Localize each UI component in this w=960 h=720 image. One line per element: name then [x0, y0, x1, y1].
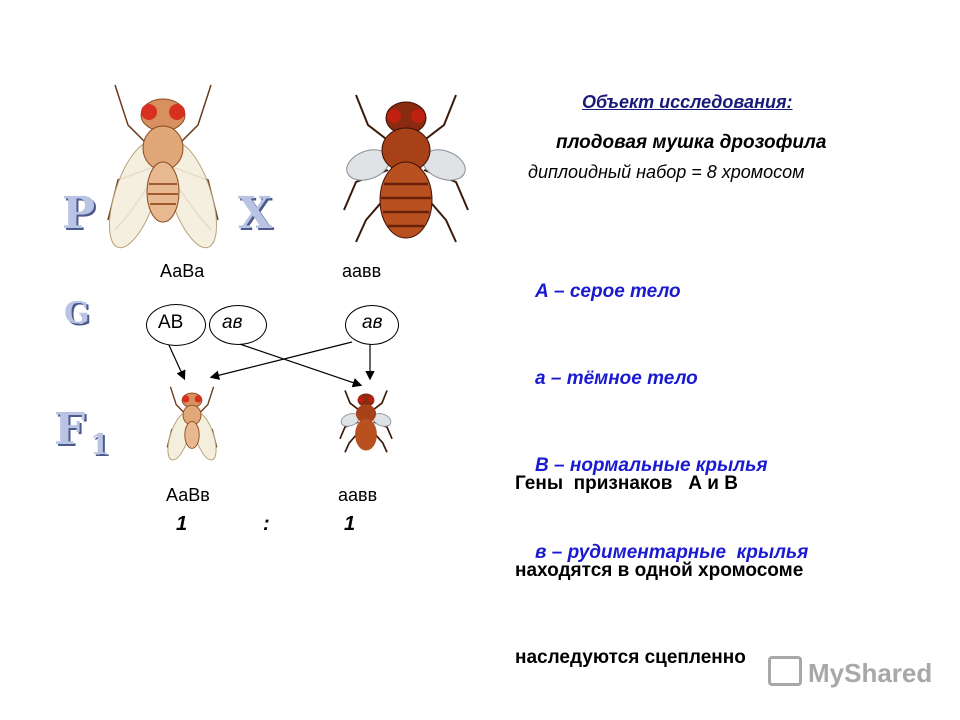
fly-dark-short-wings — [343, 95, 470, 242]
generation-label-p: P — [62, 188, 97, 239]
gametes-label-g: G — [64, 296, 91, 331]
fly-gray-normal-wings — [99, 85, 227, 253]
generation-label-f: F — [54, 404, 87, 455]
object-title: Объект исследования: — [582, 92, 793, 112]
arrow-ab-to-left — [168, 343, 184, 378]
arrow-ab-right-to-left — [212, 342, 352, 377]
gamete-label-3: ав — [362, 312, 383, 333]
conclusion-line-1: Гены признаков А и В — [515, 473, 738, 494]
ratio-right: 1 — [344, 513, 356, 535]
generation-label-f-subscript: 1 — [90, 428, 111, 461]
parent-left-genotype: АаВа — [160, 261, 205, 281]
arrow-ab-lower-to-right — [228, 340, 360, 385]
gamete-label-1: АВ — [158, 312, 184, 333]
ratio-separator: : — [263, 513, 270, 535]
fly-offspring-dark — [339, 391, 392, 453]
gamete-label-2: ав — [222, 312, 243, 333]
diploid-set: диплоидный набор = 8 хромосом — [528, 162, 805, 182]
legend-item-gray-body: А – серое тело — [535, 281, 681, 302]
legend-item-normal-wings: В – нормальные крылья — [535, 455, 768, 476]
watermark-logo-icon — [768, 656, 802, 686]
parent-right-genotype: аавв — [342, 261, 382, 281]
conclusion — [515, 411, 803, 701]
fly-offspring-gray — [163, 387, 221, 463]
legend-item-short-wings: в – рудиментарные крылья — [535, 542, 809, 563]
cross-symbol: X — [238, 188, 274, 239]
offspring-right-genotype: аавв — [338, 485, 378, 505]
object-name: плодовая мушка дрозофила — [556, 132, 827, 153]
legend-item-dark-body: а – тёмное тело — [535, 368, 698, 389]
conclusion-line-3: наследуются сцепленно — [515, 647, 746, 668]
watermark-text: MyShared — [808, 658, 933, 688]
ratio-left: 1 — [176, 513, 188, 535]
conclusion-line-2: находятся в одной хромосоме — [515, 560, 804, 581]
offspring-left-genotype: АаВв — [166, 485, 210, 505]
